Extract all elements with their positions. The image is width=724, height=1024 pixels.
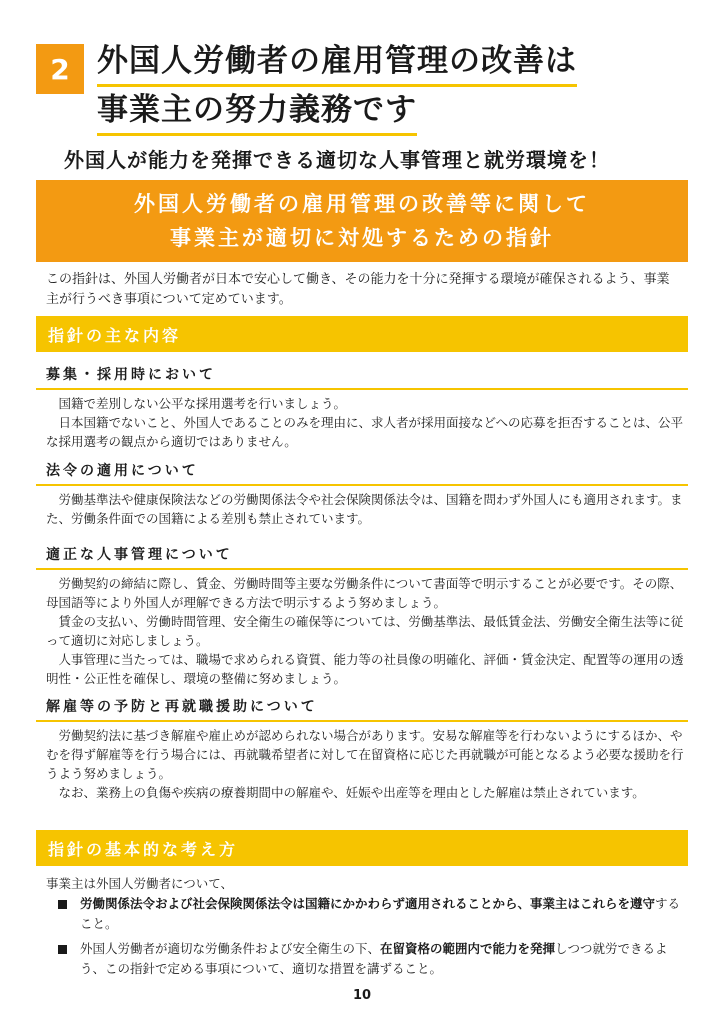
personnel-management-text: [46, 574, 686, 688]
page-title: [97, 38, 577, 136]
page-number: 10: [352, 988, 372, 1003]
main-contents-bar: 指針の主な内容: [36, 316, 688, 352]
heading-law-application: 法令の適用について: [46, 463, 199, 479]
basic-ideas-bar: 指針の基本的な考え方: [36, 830, 688, 866]
law-application-text: [46, 490, 686, 528]
bullet2-rest: しつつ就労できるよう、この指針で定める事項について、適切な措置を講ずること。: [80, 941, 668, 976]
page-title-line1: 外国人労働者の雇用管理の改善は: [97, 38, 577, 87]
banner-line1: 外国人労働者の雇用管理の改善等に関して: [134, 192, 590, 216]
paragraph: 国籍で差別しない公平な採用選考を行いましょう。: [58, 396, 347, 411]
heading-personnel-management: 適正な人事管理について: [46, 547, 233, 563]
bullet2-pre: 外国人労働者が適切な労働条件および安全衛生の下、: [80, 941, 381, 956]
intro-text: この指針は、外国人労働者が日本で安心して働き、その能力を十分に発揮する環境が確保されるよう、事業主が行うべき事項について定めています。: [46, 272, 670, 307]
paragraph: 労働契約法に基づき解雇や雇止めが認められない場合があります。安易な解雇等を行わないようにするほか、やむを得ず解雇等を行う場合には、再就職希望者に対して在留資格に応じた再就職が可能となるよう必要な援助を行うよう努めましょう。: [46, 728, 684, 781]
banner-line2: 事業主が適切に対処するための指針: [170, 226, 554, 250]
paragraph: 労働契約の締結に際し、賃金、労働時間等主要な労働条件について書面等で明示することが必要です。その際、母国語等により外国人が理解できる方法で明示するよう努めましょう。: [46, 576, 683, 610]
page-title-line2: 事業主の努力義務です: [97, 87, 417, 136]
divider-rule: [36, 720, 688, 722]
basic-ideas-list: [58, 894, 684, 984]
bullet1-bold: 労働関係法令および社会保険関係法令は国籍にかかわらず適用されることから、事業主はこれらを遵守: [80, 896, 656, 911]
recruitment-text: [46, 394, 686, 451]
bullet2-bold: 在留資格の範囲内で能力を発揮: [380, 941, 556, 956]
list-item: [58, 894, 684, 934]
bullet1-rest: すること。: [80, 896, 681, 931]
divider-rule: [36, 484, 688, 486]
dismissal-prevention-text: [46, 726, 686, 802]
divider-rule: [36, 388, 688, 390]
list-item: [58, 939, 684, 979]
heading-recruitment: 募集・採用時において: [46, 367, 216, 383]
page-subtitle: 外国人が能力を発揮できる適切な人事管理と就労環境を！: [64, 148, 610, 172]
paragraph: 人事管理に当たっては、職場で求められる資質、能力等の社員像の明確化、評価・賃金決定、配置等の運用の透明性・公正性を確保し、環境の整備に努めましょう。: [46, 652, 684, 686]
paragraph: なお、業務上の負傷や疾病の療養期間中の解雇や、妊娠や出産等を理由とした解雇は禁止されています。: [58, 785, 645, 800]
paragraph: 賃金の支払い、労働時間管理、安全衛生の確保等については、労働基準法、最低賃金法、労働安全衛生法等に従って適切に対応しましょう。: [46, 614, 684, 648]
guideline-banner: [36, 180, 688, 262]
basic-ideas-lead: 事業主は外国人労働者について、: [46, 876, 234, 891]
heading-dismissal-prevention: 解雇等の予防と再就職援助について: [46, 699, 318, 715]
square-bullet-icon: [58, 900, 67, 909]
paragraph: 日本国籍でないこと、外国人であることのみを理由に、求人者が採用面接などへの応募を拒否することは、公平な採用選考の観点から適切ではありません。: [46, 415, 684, 449]
square-bullet-icon: [58, 945, 67, 954]
paragraph: 労働基準法や健康保険法などの労働関係法令や社会保険関係法令は、国籍を問わず外国人にも適用されます。また、労働条件面での国籍による差別も禁止されています。: [46, 492, 683, 526]
divider-rule: [36, 568, 688, 570]
section-number-badge: 2: [36, 44, 84, 94]
